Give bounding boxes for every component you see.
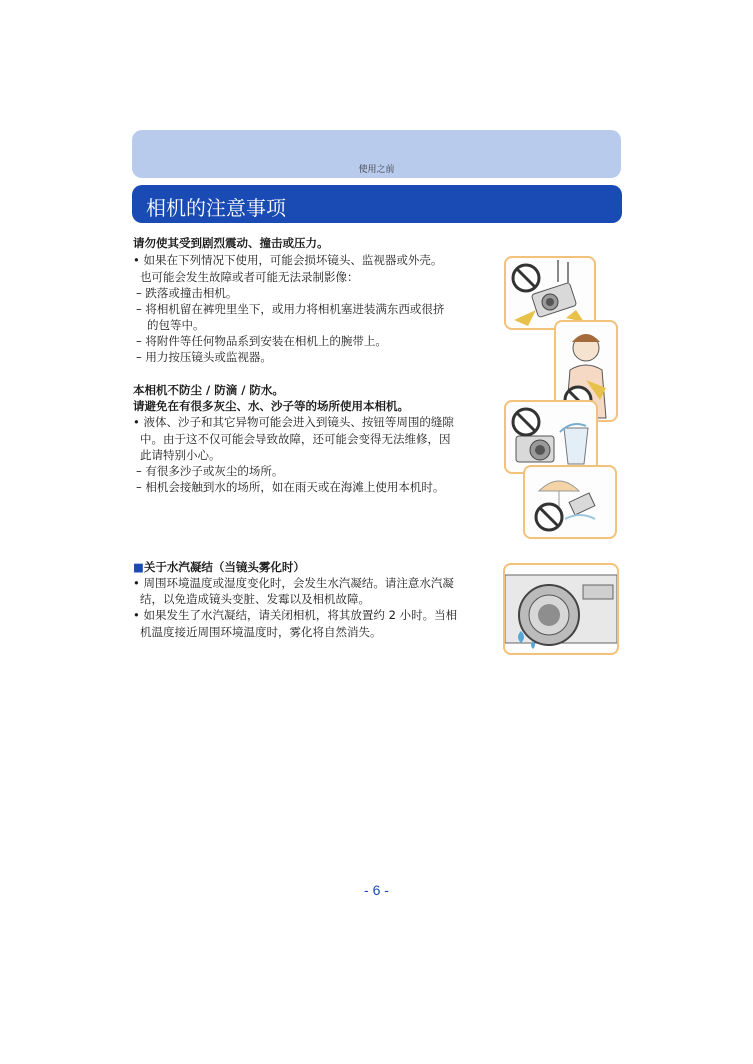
section2-heading-2: 请避免在有很多灰尘、水、沙子等的场所使用本相机。 — [133, 399, 409, 413]
s2-line-4: – 有很多沙子或灰尘的场所。 — [136, 464, 284, 478]
prohibition-icon — [533, 501, 565, 533]
section3-heading — [133, 559, 305, 576]
s1-line-2: 也可能会发生故障或者可能无法录制影像： — [140, 270, 359, 284]
camera-lens-illustration — [505, 565, 617, 653]
illustration-drop-camera — [504, 256, 596, 330]
s2-line-1: • 液体、沙子和其它异物可能会进入到镜头、按钮等周围的缝隙 — [133, 415, 454, 429]
prohibition-icon — [510, 406, 542, 438]
s1-line-5: 的包等中。 — [147, 318, 205, 332]
section1-heading: 请勿使其受到剧烈震动、撞击或压力。 — [133, 236, 329, 250]
s3-line-3: • 如果发生了水汽凝结，请关闭相机，将其放置约 2 小时。当相 — [133, 608, 458, 622]
section3-heading-text: 关于水汽凝结（当镜头雾化时） — [143, 560, 305, 574]
section-tag: 使用之前 — [358, 165, 395, 175]
illustration-liquid-sand — [504, 400, 598, 474]
illustration-condensation — [503, 563, 619, 655]
illustration-beach-water — [523, 465, 617, 539]
s3-line-1: • 周围环境温度或湿度变化时，会发生水汽凝结。请注意水汽凝 — [133, 576, 454, 590]
page-title: 相机的注意事项 — [146, 196, 286, 220]
title-bar — [132, 185, 622, 223]
s2-line-3: 此请特别小心。 — [140, 448, 221, 462]
s1-line-1: • 如果在下列情况下使用，可能会损坏镜头、监视器或外壳。 — [133, 253, 443, 267]
page-number: - 6 - — [364, 882, 389, 898]
s3-line-2: 结，以免造成镜头变脏、发霉以及相机故障。 — [140, 592, 370, 606]
s2-line-5: – 相机会接触到水的场所，如在雨天或在海滩上使用本机时。 — [136, 480, 445, 494]
s1-line-6: – 将附件等任何物品系到安装在相机上的腕带上。 — [136, 334, 387, 348]
prohibition-icon — [510, 262, 542, 294]
header-band — [132, 130, 621, 178]
s1-line-7: – 用力按压镜头或监视器。 — [136, 350, 272, 364]
s3-line-4: 机温度接近周围环境温度时，雾化将自然消失。 — [140, 625, 382, 639]
s1-line-4: – 将相机留在裤兜里坐下，或用力将相机塞进装满东西或很挤 — [136, 302, 445, 316]
section2-heading-1: 本相机不防尘 / 防滴 / 防水。 — [133, 383, 284, 397]
s1-line-3: – 跌落或撞击相机。 — [136, 286, 238, 300]
square-bullet-icon: ■ — [133, 560, 144, 574]
s2-line-2: 中。由于这不仅可能会导致故障，还可能会变得无法维修，因 — [140, 432, 451, 446]
